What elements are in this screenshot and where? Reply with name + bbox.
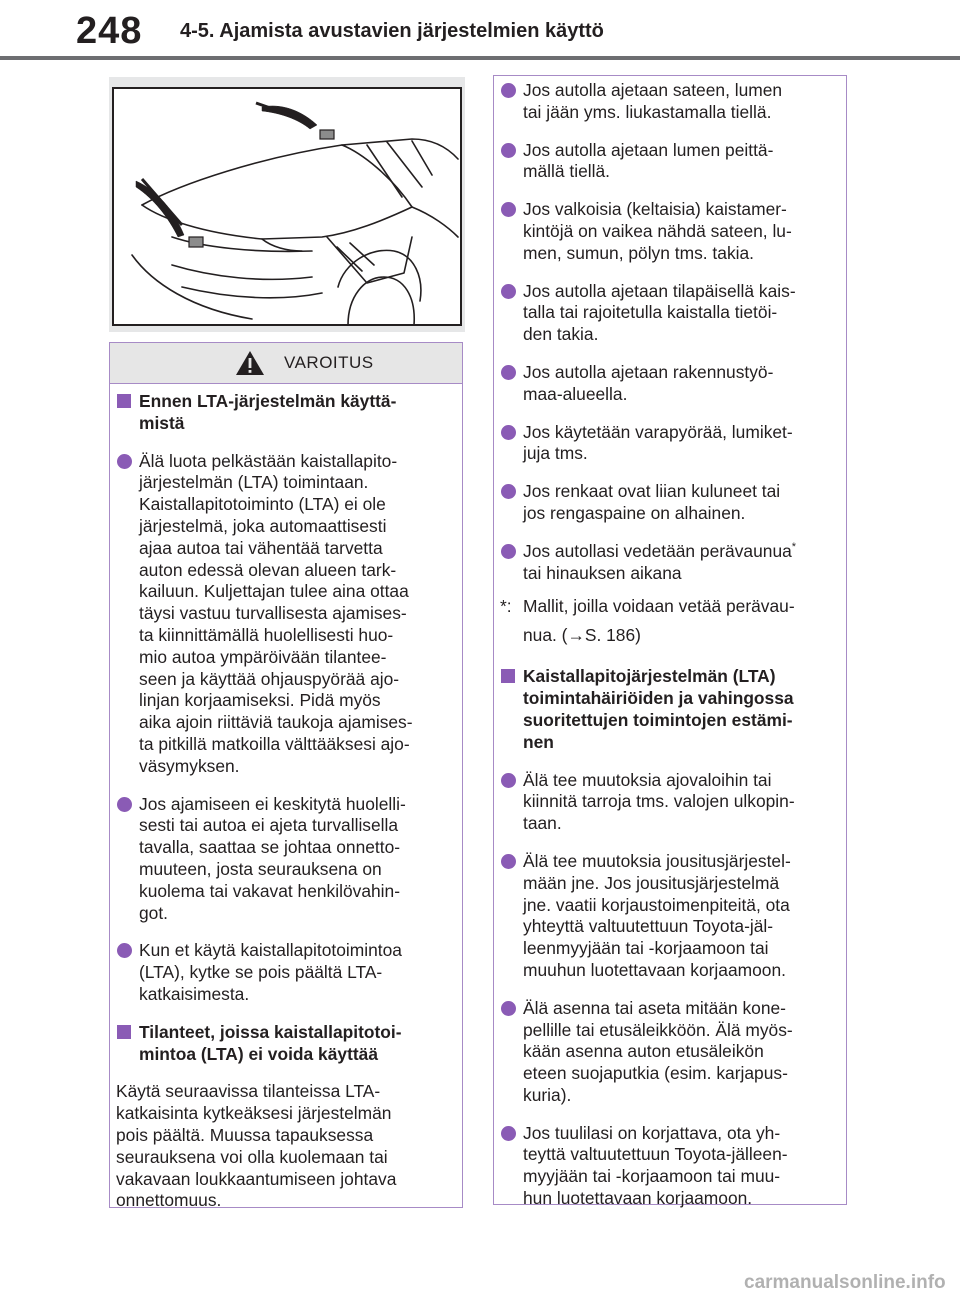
right-content: [500, 80, 842, 1226]
square-bullet-icon: [501, 669, 515, 683]
list-item: Älä asenna tai aseta mitään kone- pellille tai etusäleikköön. Älä myös- kään asenna auton etusäleikön eteen suojaputkia (esim. karjapus- kuria).: [500, 998, 842, 1107]
bullet-icon: [117, 797, 132, 812]
list-item: Älä luota pelkästään kaistallapito- järjestelmän (LTA) toimintaan. Kaistallapitotoiminto (LTA) ei ole järjestelmä, joka automaattisesti ajaa autoa tai vähentää tarvetta auton edessä olevan alueen tark- kailuun. Kuljettajan tulee aina ottaa täysi vastuu turvallisesta ajamises- ta kiinnittämällä huolellisesti huo- mio autoa ympäröivään tilantee- seen ja käyttää ohjauspyörää ajo- linjan korjaamiseksi. Pidä myös aika ajoin riittäviä taukoja ajamises- ta pitkillä matkoilla välttääksesi ajo- väsymyksen.: [116, 451, 458, 778]
bullet-icon: [501, 773, 516, 788]
page-number: 248: [76, 10, 143, 52]
bullet-icon: [501, 1001, 516, 1016]
list-item: Jos ajamiseen ei keskitytä huolelli- sesti tai autoa ei ajeta turvallisella tavalla, saattaa se johtaa onnetto- muuteen, josta seurauksena on kuolema tai vakavat henkilövahin- got.: [116, 794, 458, 925]
bullet-icon: [117, 943, 132, 958]
section-title: 4-5. Ajamista avustavien järjestelmien käyttö: [180, 20, 604, 42]
list-item: Jos tuulilasi on korjattava, ota yh- teyttä valtuutettuun Toyota-jälleen- myyjään tai -korjaamoon tai muu- hun luotettavaan korjaamoon.: [500, 1123, 842, 1210]
warning-paragraph: Käytä seuraavissa tilanteissa LTA- katkaisinta kytkeäksesi järjestelmän pois päältä. Muussa tapauksessa seurauksena voi olla kuolemaan tai vakavaan loukkaantumiseen johtava onnettomuus.: [116, 1081, 397, 1211]
list-item: Jos autolla ajetaan lumen peittä- mällä tiellä.: [500, 140, 842, 184]
bullet-icon: [117, 454, 132, 469]
warning-content: [116, 391, 458, 1226]
header-divider: [0, 56, 960, 60]
warning-header: [110, 343, 462, 384]
bullet-icon: [501, 484, 516, 499]
bullet-icon: [501, 202, 516, 217]
car-front-camera-illustration: [112, 87, 462, 327]
list-item: Jos renkaat ovat liian kuluneet tai jos rengaspaine on alhainen.: [500, 481, 842, 525]
bullet-icon: [501, 425, 516, 440]
bullet-icon: [501, 544, 516, 559]
list-item: Jos autolla ajetaan sateen, lumen tai jään yms. liukastamalla tiellä.: [500, 80, 842, 124]
right-heading-malfunction-prevention: Kaistallapitojärjestelmän (LTA) toimintahäiriöiden ja vahingossa suoritettujen toimintojen estämi- nen: [500, 666, 842, 753]
warning-box: [109, 342, 463, 1211]
car-illustration: [109, 77, 465, 332]
warning-title: VAROITUS: [284, 353, 374, 372]
bullet-icon: [501, 365, 516, 380]
bullet-icon: [501, 143, 516, 158]
page-reference-link[interactable]: nua. (→S. 186): [523, 625, 641, 646]
bullet-icon: [501, 1126, 516, 1141]
watermark: carmanualsonline.info: [744, 1272, 946, 1293]
warning-triangle-icon: [234, 349, 266, 377]
warning-heading-before-use: Ennen LTA-järjestelmän käyttä- mistä: [116, 391, 458, 435]
footnote: *: Mallit, joilla voidaan vetää perävau- nua. (→S. 186): [500, 592, 842, 650]
footnote-mark: *: [791, 540, 797, 553]
list-item: Älä tee muutoksia ajovaloihin tai kiinnitä tarroja tms. valojen ulkopin- taan.: [500, 770, 842, 835]
page-header: [0, 0, 960, 62]
warning-continued-box: [493, 75, 847, 1209]
warning-heading-situations: Tilanteet, joissa kaistallapitotoi- mintoa (LTA) ei voida käyttää: [116, 1022, 458, 1066]
bullet-icon: [501, 854, 516, 869]
list-item: Kun et käytä kaistallapitotoimintoa (LTA), kytke se pois päältä LTA- katkaisimesta.: [116, 940, 458, 1005]
square-bullet-icon: [117, 394, 131, 408]
list-item: Jos käytetään varapyörää, lumiket- juja tms.: [500, 422, 842, 466]
square-bullet-icon: [117, 1025, 131, 1039]
bullet-icon: [501, 284, 516, 299]
list-item: Älä tee muutoksia jousitusjärjestel- mään jne. Jos jousitusjärjestelmä jne. vaatii korjaustoimenpiteitä, ota yhteyttä valtuutettuun Toyota-jäl- leenmyyjään tai -korjaamoon tai muuhun luotettavaan korjaamoon.: [500, 851, 842, 982]
list-item: Jos autolla ajetaan tilapäisellä kais- talla tai rajoitetulla kaistalla tietöi- den takia.: [500, 281, 842, 346]
bullet-icon: [501, 83, 516, 98]
list-item: Jos autollasi vedetään perävaunua* tai hinauksen aikana: [500, 541, 842, 585]
list-item: Jos autolla ajetaan rakennustyö- maa-alueella.: [500, 362, 842, 406]
list-item: Jos valkoisia (keltaisia) kaistamer- kintöjä on vaikea nähdä sateen, lu- men, sumun, pölyn tms. takia.: [500, 199, 842, 264]
